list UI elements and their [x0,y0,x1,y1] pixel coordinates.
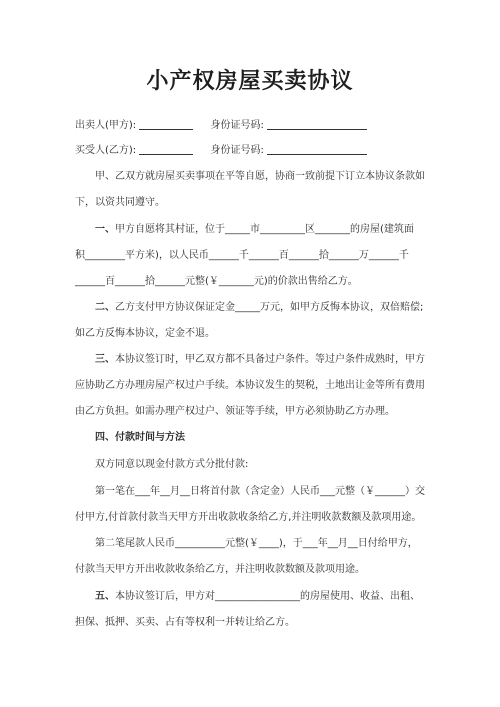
clause5-line-1 [95,587,431,602]
seller-id-label: 身份证号码: [210,120,264,131]
clause4-line-2: 第一笔在___年__月__日将首付款（含定金）人民币___元整（￥______）交 [95,486,425,497]
clause2-line-1 [95,298,431,313]
intro-line-1: 甲、乙双方就房屋买卖事项在平等自愿，协商一致前提下订立本协议条款如 [95,171,425,182]
clause1-line-3: ______百______拾______元整(￥_______元)的价款出售给乙方。 [75,276,358,287]
seller-label: 出卖人(甲方): [75,120,137,131]
clause1-line-1 [95,220,431,235]
clause2-text-1: 乙方支付甲方协议保证定金_____万元，如甲方反悔本协议，双倍赔偿; [115,302,424,313]
document-title: 小产权房屋买卖协议 [146,69,354,94]
seller-id-blank [267,119,367,130]
seller-row [75,116,367,131]
clause2-line-2: 如乙方反悔本协议，定金不退。 [75,328,215,339]
clause3-text-1: 本协议签订时，甲乙双方都不具备过户条件。等过户条件成熟时，甲方 [115,354,425,365]
clause3-line-3: 由乙方负担。如需办理产权过户、领证等手续，甲方必须协助乙方办理。 [75,406,395,417]
clause4-heading: 四、付款时间与方法 [95,432,185,443]
clause1-number: 一、 [95,224,115,235]
clause5-text-1: 本协议签订后，甲方对_________________的房屋使用、收益、出租、 [115,591,420,602]
buyer-id-blank [267,144,367,155]
clause2-number: 二、 [95,302,115,313]
clause5-line-2: 担保、抵押、买卖、占有等权利一并转让给乙方。 [75,617,295,628]
intro-line-2: 下，以资共同遵守。 [75,197,165,208]
clause5-number: 五、 [95,591,115,602]
clause4-line-5: 付款当天甲方开出收款收条给乙方，并注明收款数额及款项用途。 [75,564,365,575]
clause3-line-2: 应协助乙方办理房屋产权过户手续。本协议发生的契税，土地出让金等所有费用 [75,380,425,391]
clause3-line-1 [95,350,431,365]
clause1-line-2: 积________平方米)，以人民币______千______百______拾______万______千 [75,250,409,261]
buyer-row [75,141,367,156]
clause4-line-3: 付甲方,付首款付款当天甲方开出收款收条给乙方,并注明收款数额及款项用途。 [75,512,422,523]
clause4-line-4: 第二笔尾款人民币__________元整(￥____)，于___年__月__日付给甲方， [95,538,418,549]
clause4-line-1: 双方同意以现金付款方式分批付款: [95,459,249,470]
clause1-text-1: 甲方自愿将其村证，位于_____市_________区_______的房屋(建筑面 [115,224,414,235]
clause3-number: 三、 [95,354,115,365]
buyer-id-label: 身份证号码: [210,145,264,156]
buyer-name-blank [139,144,193,155]
seller-name-blank [139,119,193,130]
buyer-label: 买受人(乙方): [75,145,137,156]
